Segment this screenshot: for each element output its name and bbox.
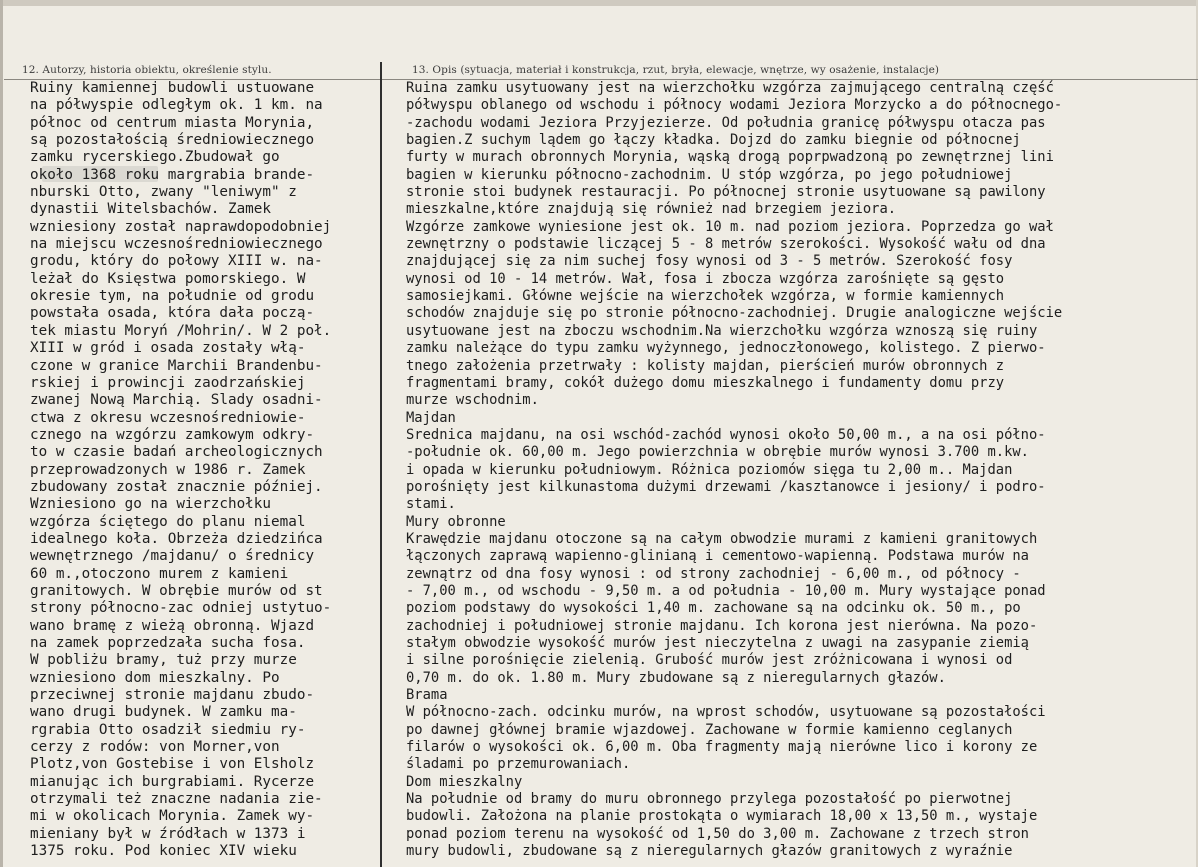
description-text-line: Brama [406,687,448,704]
description-text-line: śladami po przemurowaniach. [406,756,631,773]
description-text-line: usytuowane jest na zboczu wschodnim.Na wierzchołku wzgórza wznoszą się ruiny [406,322,1038,339]
description-text-line: Srednica majdanu, na osi wschód-zachód wynosi około 50,00 m., a na osi półno- [406,426,1046,443]
description-text-line: zewnętrzny o podstawie liczącej 5 - 8 metrów szerokości. Wysokość wału od dna [406,236,1046,253]
description-text-line: murze wschodnim. [406,392,539,409]
description-text-line: po dawnej głównej bramie wjazdowej. Zachowane w formie kamienno ceglanych [406,721,1013,738]
description-text-line: i opada w kierunku południowym. Różnica poziomów sięga tu 2,00 m.. Majdan [406,461,1013,478]
description-text-line: -południe ok. 60,00 m. Jego powierzchnia w obrębie murów wynosi 3.700 m.kw. [406,444,1029,461]
description-text-line: Wzgórze zamkowe wyniesione jest ok. 10 m. nad poziom jeziora. Poprzedza go wał [406,218,1054,235]
history-text-line: nburski Otto, zwany "leniwym" z [30,184,297,201]
history-text-line: na zamek poprzedzała sucha fosa. [30,635,306,651]
description-text-line: filarów o wysokości ok. 6,00 m. Oba fragmenty mają nierówne lico i korony ze [406,739,1038,756]
history-text-line: leżał do Księstwa pomorskiego. W [30,270,306,287]
description-text-line: furty w murach obronnych Morynia, wąską drogą poprpwadzoną po zewnętrznej lini [406,149,1054,166]
description-text-line: Ruina zamku usytuowany jest na wierzchołku wzgórza zajmującego centralną część [406,80,1054,96]
history-text-line: strony północno-zac odniej ustytuo- [30,600,332,617]
description-text-line: porośnięty jest kilkunastoma dużymi drzewami /kasztanowce i jesiony/ i podro- [406,478,1046,495]
history-text-line: XIII w gród i osada zostały włą- [30,340,306,357]
history-text-line: rskiej i prowincji zaodrzańskiej [30,374,306,391]
description-text-line: Majdan [406,409,456,426]
page-top-edge [0,0,1198,6]
history-text-line: zwanej Nową Marchią. Slady osadni- [30,392,323,409]
description-text-line: Dom mieszkalny [406,773,523,790]
description-text-line: stronie stoi budynek restauracji. Po północnej stronie usytuowane są pawilony [406,184,1046,201]
history-text-line: wzgórza ściętego do planu niemal [30,513,306,530]
description-text-line: zamku należące do typu zamku wyżynnego, jednoczłonowego, kolistego. Z pierwo- [406,340,1046,357]
history-text-line: około 1368 roku margrabia brande- [30,166,315,183]
description-text-line: zewnątrz od dna fosy wynosi : od strony zachodniej - 6,00 m., od północy - [406,565,1021,582]
description-text-line: i silne porośnięcie zielenią. Grubość murów jest zróżnicowana i wynosi od [406,652,1013,669]
history-text-line: wewnętrznego /majdanu/ o średnicy [30,548,315,565]
description-text-line: 0,70 m. do ok. 1.80 m. Mury zbudowane są z nieregularnych głazów. [406,669,946,686]
description-text-line: stałym obwodzie wysokość murów jest nieczytelna z uwagi na zasypanie ziemią [406,635,1029,651]
history-text-line: dynastii Witelsbachów. Zamek [30,201,272,218]
history-text-line: cerzy z rodów: von Morner,von [30,739,280,756]
description-text-line: tnego założenia przetrwały : kolisty majdan, pierścień murów obronnych z [406,357,1005,374]
section-12-heading: 12. Autorzy, historia obiektu, określenie stylu. [22,64,272,76]
description-text-line: stami. [406,496,456,513]
history-text-line: 1375 roku. Pod koniec XIV wieku [30,843,297,860]
history-text-line: otrzymali też znaczne nadania zie- [30,791,323,808]
history-text-line: przeprowadzonych w 1986 r. Zamek [30,461,306,478]
description-text-line: schodów znajduje się po stronie północno-zachodniej. Drugie analogiczne wejście [406,305,1063,322]
description-text-line: zachodniej i południowej stronie majdanu. Ich korona jest nierówna. Na pozo- [406,617,1038,634]
description-text-line: - 7,00 m., od wschodu - 9,50 m. a od południa - 10,00 m. Mury wystające ponad [406,582,1046,599]
description-text-line: półwyspu oblanego od wschodu i północy wodami Jeziora Morzycko a do północnego- [406,97,1063,114]
history-text-line: na półwyspie odległym ok. 1 km. na [30,97,323,114]
history-text-line: powstała osada, która dała począ- [30,305,315,322]
history-text-line: idealnego koła. Obrzeża dziedzińca [30,530,323,547]
history-text-line: mieniany był w źródłach w 1373 i [30,825,306,842]
history-column [30,80,331,860]
history-text-line: Plotz,von Gostebise i von Elsholz [30,756,315,773]
history-text-line: grodu, który do połowy XIII w. na- [30,253,323,270]
history-text-line: 60 m.,otoczono murem z kamieni [30,565,289,582]
description-text-line: budowli. Założona na planie prostokąta o wymiarach 18,00 x 13,50 m., wystaje [406,808,1038,825]
description-text-line: bagien w kierunku północno-zachodnim. U stóp wzgórza, po jego południowej [406,166,1013,183]
history-text-line: przeciwnej stronie majdanu zbudo- [30,687,315,704]
history-text-line: zamku rycerskiego.Zbudował go [30,149,280,166]
history-text-line: ctwa z okresu wczesnośredniowie- [30,409,306,426]
description-text-line: Krawędzie majdanu otoczone są na całym obwodzie murami z kamieni granitowych [406,530,1038,547]
history-text-line: wzniesiony został naprawdopodobniej [30,218,332,235]
description-text-line: łączonych zaprawą wapienno-glinianą i cementowo-wapienną. Podstawa murów na [406,548,1029,565]
history-text-line: tek miastu Moryń /Mohrin/. W 2 poł. [30,322,332,339]
history-text-line: wano drugi budynek. W zamku ma- [30,704,297,721]
history-text-line: mi w okolicach Morynia. Zamek wy- [30,808,315,825]
description-text-line: mieszkalne,które znajdują się również nad brzegiem jeziora. [406,201,897,218]
column-divider [380,62,382,867]
description-text-line: poziom podstawy do wysokości 1,40 m. zachowane są na odcinku ok. 50 m., po [406,600,1021,617]
section-13-heading: 13. Opis (sytuacja, materiał i konstrukcja, rzut, bryła, elewacje, wnętrze, wy osażenie, instalacje) [412,64,940,76]
description-text-line: mury budowli, zbudowane są z nieregularnych głazów granitowych z wyraźnie [406,843,1013,860]
history-text-line: cznego na wzgórzu zamkowym odkry- [30,426,315,443]
history-text-line: Ruiny kamiennej budowli ustuowane [30,80,315,96]
description-text-line: ponad poziom terenu na wysokość od 1,50 do 3,00 m. Zachowane z trzech stron [406,825,1029,842]
description-text-line: wynosi od 10 - 14 metrów. Wał, fosa i zbocza wzgórza zarośnięte są gęsto [406,270,1005,287]
description-text-line: znajdującej się za nim suchej fosy wynosi od 3 - 5 metrów. Szerokość fosy [406,253,1013,270]
history-text-line: W pobliżu bramy, tuż przy murze [30,652,297,669]
history-text-line: Wzniesiono go na wierzchołku [30,496,272,513]
history-text-line: to w czasie badań archeologicznych [30,444,323,461]
page-left-edge [0,0,3,867]
history-text-line: okresie tym, na południe od grodu [30,288,315,305]
history-text-line: są pozostałością średniowiecznego [30,132,315,149]
history-text-line: czone w granice Marchii Brandenbu- [30,357,323,374]
description-column [406,80,1062,860]
history-text-line: północ od centrum miasta Morynia, [30,114,315,131]
description-text-line: W północno-zach. odcinku murów, na wprost schodów, usytuowane są pozostałości [406,704,1046,721]
description-text-line: fragmentami bramy, cokół dużego domu mieszkalnego i fundamenty domu przy [406,374,1005,391]
history-text-line: granitowych. W obrębie murów od st [30,582,323,599]
history-text-line: na miejscu wczesnośredniowiecznego [30,236,323,253]
history-text-line: zbudowany został znacznie później. [30,478,323,495]
description-text-line: -zachodu wodami Jeziora Przyjezierze. Od południa granicę półwyspu otacza pas [406,114,1046,131]
description-text-line: samosiejkami. Główne wejście na wierzchołek wzgórza, w formie kamiennych [406,288,1005,305]
description-text-line: Na południe od bramy do muru obronnego przylega pozostałość po pierwotnej [406,791,1013,808]
history-text-line: rgrabia Otto osadził siedmiu ry- [30,721,306,738]
description-text-line: bagien.Z suchym lądem go łączy kładka. Dojzd do zamku biegnie od północnej [406,132,1021,149]
history-text-line: wano bramę z wieżą obronną. Wjazd [30,617,315,634]
description-text-line: Mury obronne [406,513,506,530]
history-text-line: mianując ich burgrabiami. Rycerze [30,773,315,790]
history-text-line: wzniesiono dom mieszkalny. Po [30,669,280,686]
